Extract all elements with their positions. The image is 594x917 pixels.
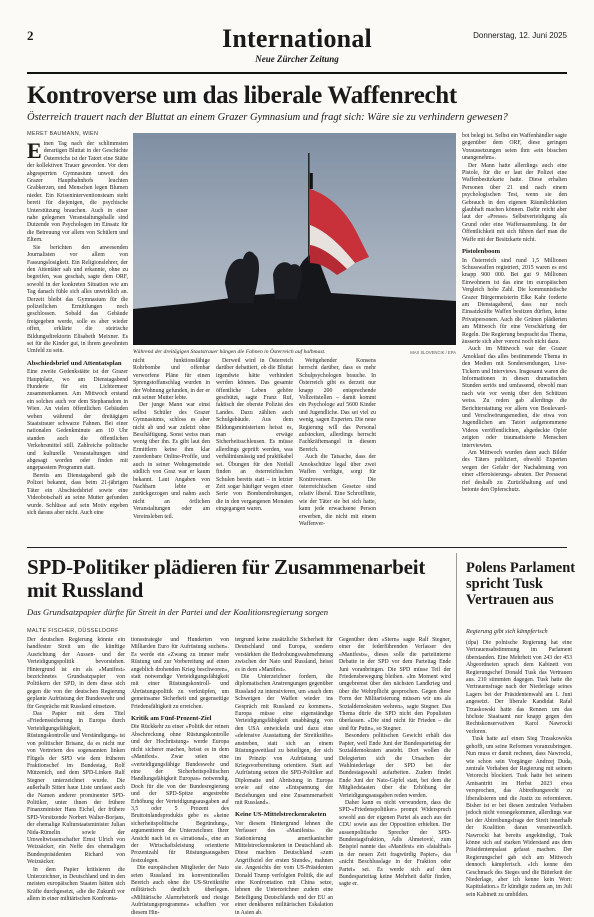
a2-col1-paragraph: Das Papier mit dem Titel «Friedenssicherung in Europa durch Verteidigungsfähigkeit, Rüstungskontrolle und Verständigung» ist von politischer Brisanz, da es nicht nur von Vertretern des sogenannten linken Flügels der SPD wie dem früheren Fraktionschef im Bundestag, Rolf Mützenich, und dem SPD-Linken Ralf Stegner unterzeichnet wurde. Die außerhalb Sitten haue Liste umfasst auch die Namen anderer prominenter SPD-Politiker, unter ihnen der frühere Finanzminister Hans Eichel, der frühere SPD-Vorsitzende Norbert Walter-Borjans, der ehemalige Kulturstaatsminister Julian Nida-Rümelin sowie der Umweltwissenschafter Ernst Ulrich von Weizsäcker, ein Neffe des ehemaligen Bundespräsidenten Richard von Weizsäcker. bbox=[27, 711, 125, 866]
col3-paragraph: Derweil wird in Österreich darüber debattiert, ob die Bluttat irgendwie hätte verhindert werden können. Das gesamte öffentliche Leben gehöre geschützt, sagte Franz Ruf, faktisch der oberste Polizist des Landes. Dazu zählten auch Schulgebäude. Aus dem Bildungsministerium heisst es, man erwäge Sicherheitsschleusen. Es müsse allerdings geprüft werden, was verhältnismässig und praktikabel sei. Übungen für den Notfall finden an österreichischen Schulen bereits statt – in letzter Zeit sogar häufiger wegen einer Serie von Bombendrohungen, die in den vergangenen Monaten eingegangen waren. bbox=[216, 358, 293, 513]
a2-col4-paragraph: Gegenüber dem «Stern» sagte Ralf Stegner, einer der federführenden Verfasser des «Manifests», dieses solle die parteiinterne Debatte in der SPD vor dem Parteitag Ende Juni voranbringen. Die SPD müsse Teil der Friedensbewegung bleiben. «Im Moment wird umgebremst über den nächsten Landkrieg und über die Wehrpflicht gesprochen. Gegen diese Form der Militarisierung müssen wir uns als Sozialdemokraten wehren», sagte Stegner. Das Thema dürfe die SPD nicht den Populisten überlassen. «Die sind nicht für Frieden – die sind für Putin», so Stegner. bbox=[339, 637, 451, 732]
a2-col1-paragraph: In dem Papier kritisieren die Unterzeichner, in Deutschland und in den meisten europäischen Staaten hätten sich Kräfte durchgesetzt, «die die Zukunft vor allem in einer militärischen Konfronta- bbox=[27, 866, 125, 903]
col4-paragraph: Auch die Tatsache, dass der Amokschütze legal über zwei Waffen verfügte, sorgt für Kontroversen. Die österreichischen Gesetze sind relativ liberal. Eine Schrotflinte, wie der Täter sie bei sich hatte, kann jede erwachsene Person erwerben, die nicht mit einem Waffenver- bbox=[299, 454, 376, 527]
col1-subheading: Abschiedsbrief und Attentatsplan bbox=[27, 359, 122, 367]
article2-byline: MALTE FISCHER, DÜSSELDORF bbox=[27, 628, 119, 634]
column-divider bbox=[456, 553, 457, 853]
article1-byline: MERET BAUMANN, WIEN bbox=[27, 131, 99, 137]
article1-col3 bbox=[216, 358, 293, 552]
a2-col3-paragraph: tergrund keine zusätzliche Sicherheit für Deutschland und Europa, sondern verstärkten die Bedrohungswahrnehmung zwischen der Nato und Russland, heisst es in dem «Manifest». bbox=[235, 637, 333, 673]
article1-col1 bbox=[27, 138, 128, 551]
col5-subheading: Pistolenboom bbox=[462, 248, 501, 256]
article2-subheadline: Das Grundsatzpapier dürfte für Streit in der Partei und der Koalitionsregierung sorgen bbox=[27, 607, 329, 617]
issue-date: Donnerstag, 12. Juni 2025 bbox=[473, 31, 567, 40]
article2-col1 bbox=[27, 637, 125, 903]
a2-col2-paragraph: Die europäischen Mitglieder der Nato seien Russland im konventionellen Bereich auch ohne die US-Streitkräfte militärisch deutlich überlegen. «Militärische Alarmrhetorik und riesige Aufrüstungsprogramme» schafften vor diesem Hin- bbox=[131, 865, 229, 916]
col5-paragraph: Am Mittwoch wurden dann auch Bilder des Täters publiziert, obwohl Experten wegen der Gefahr der Nachahmung von einer «Heroisierung» abraten. Der Presserat rief deshalb zu Zurückhaltung auf und betonte den Opferschutz. bbox=[462, 450, 567, 494]
article2-col3 bbox=[235, 637, 333, 916]
col2-paragraph: nicht funktionsfähige Rohrbombe und offenbar verworfene Pläne für einen Sprengstoffanschlag wurden in der Wohnung gefunden, in der er mit seiner Mutter lebte. bbox=[133, 358, 210, 402]
col5-paragraph: In Österreich sind rund 1,5 Millionen Schusswaffen registriert, 2015 waren es erst knapp 900 000. Bei gut 9 Millionen Einwohnern ist das eine im europäischen Vergleich hohe Zahl. Die kommunistische Grazer Bürgermeisterin Elke Kahr forderte am Dienstagabend, dass nur noch Einsatzkräfte Waffen besitzen dürften, keine Privatpersonen. Auch die Grünen plädierten am Mittwoch für eine Verschärfung der Regeln. Die Regierung bespracht das Thema, äusserte sich aber vorerst noch nicht dazu. bbox=[462, 257, 568, 345]
article2-headline: SPD-Politiker plädieren für Zusammenarbeit mit Russland bbox=[27, 555, 426, 602]
a2-col3-paragraph: Vor diesem Hintergrund lehnen die Verfasser des «Manifests» die Stationierung amerikanischer Mittelstreckenraketen in Deutschland ab. Diese machten Deutschland «zum Angriffsziel der ersten Stunde», mahnen sie. Angesichts der vom US-Präsidenten Donald Trump verfolgten Politik, die auf eine Konfrontation mit China setze, lehnen die Unterzeichner zudem eine Beteiligung Deutschlands und der EU an einer denkbaren militärischen Eskalation in Asien ab. bbox=[235, 820, 333, 916]
article3-subheadline: Regierung gibt sich kämpferisch bbox=[466, 628, 548, 635]
flag-photo-image bbox=[133, 133, 456, 345]
article-divider bbox=[27, 547, 567, 548]
a2-col3-paragraph: Die Unterzeichner fordern, die diplomatischen Anstrengungen gegenüber Russland zu intensivieren, um «nach dem Schweigen der Waffen wieder ins Gespräch mit Russland zu kommen». Europa müsse eine eigenständige Verteidigungsfähigkeit unabhängig von den USA entwickeln und dazu eine «defensive Ausstattung der Streitkräfte» anstreben, statt sich an einem Rüstungswettlauf zu beteiligen, der sich im Prinzip von Aufrüstung und Kriegsvorbereitung orientiere. Statt auf Aufrüstung setzen die SPD-Politiker auf Diplomatie und Abrüstung in Europa sowie auf eine «Entspannung der Beziehungen und eine Zusammenarbeit mit Russland». bbox=[235, 674, 333, 806]
a2-col2-paragraph: Die Rückkehr zu einer «Politik der reinen Abschreckung ohne Rüstungskontrolle und der Hochrüstung» werde Europa nicht sicherer machen, heisst es in dem «Manifest». Zwar seien eine «verteidigungsfähige Bundeswehr und eine der Sicherheitspolitischen Handlungsfähigkeit Europas» notwendig. Doch für die von der Bundesregierung und der SPD-Spitze angestrebte Erhöhung der Verteidigungsausgaben auf 3,5 oder 5 Prozent des Bruttoinlandsprodukts gebe es «keine sicherheitspolitische Begründung», argumentieren die Unterzeichner. Ihrer Ansicht nach ist es «irrational», eine an der Wirtschaftsleistung orientierte Prozentzahl für Rüstungsausgaben festzulegen. bbox=[131, 724, 229, 864]
a2-col3-subheading: Keine US-Mittelstreckenraketen bbox=[235, 811, 327, 819]
a3-byline: (dpa) bbox=[466, 640, 479, 646]
article1-col2 bbox=[133, 358, 210, 552]
col5-paragraph: Auch im Mittwoch war der Grazer Amoklauf das alles bestimmende Thema in den Medien mit Sondersendungen, Live-Tickern und Interviews. Insgesamt waren die Informationen in diesen dramatischen Stunden seriös und umfassend, obwohl man nach wie vor wenig über den Schützen weiss. Zu reden gab allerdings die Berichterstattung vor allem von Boulevard- und Verschwörungsmedien, die etwa von Jugendlichen am Tatort aufgenommene Videos veröffentlichten, abgedeckte Opfer zeigten oder traumatisierte Menschen interviewten. bbox=[462, 346, 567, 449]
photo-credit: MAX SLOVENCIK / EPA bbox=[410, 350, 456, 355]
col1-paragraph: Einen Tag nach der schlimmsten derartigen Bluttat in der Geschichte Österreichs ist der Tatort eine Stätte der kollektiven Trauer geworden. Vor dem abgesperrten Gymnasium unweit des Grazer Hauptbahnhofs leuchten Grabkerzen, und Menschen legen Blumen nieder. Ein Kriseninterventionsteam steht bereit für diejenigen, die psychische Unterstützung brauchen. Auch in einer nahe gelegenen Veranstaltungshalle sind Dutzende von Psychologen im Einsatz für die Betreuung vor allem von Schülern und Eltern. bbox=[27, 138, 128, 244]
col1-paragraph: Eine zweite Gedenkstätte ist der Grazer Hauptplatz, wo am Dienstagabend Hunderte für ein Lichtermeer zusammenkamen. Am Mittwoch erstand ein solches auch vor dem Stephansdom in Wien. An vielen öffentlichen Gebäuden wehen während der dreitägigen Staatstrauer schwarze Fahnen. Bei einer nationalen Gedenkminute am 10 Uhr standen auch die öffentlichen Verkehrsmittel still. Zahlreiche politische und kulturelle Veranstaltungen sind abgesagt worden oder finden mit angepasstem Programm statt. bbox=[27, 369, 128, 472]
col1-paragraph: Bereits am Dienstagabend gab die Polizei bekannt, dass beim 21-jährigen Täter ein Abschiedsbrief sowie eine Videobotschaft an seine Mutter gefunden wurde. Schlüsse auf sein Motiv ergeben sich daraus aber nicht. Auch eine bbox=[27, 472, 128, 516]
masthead bbox=[27, 24, 567, 74]
a3-paragraph: Tusk hatte auf einen Sieg Trzaskowskis gehofft, um seine Reformen voranzubringen. Nun muss er damit rechnen, dass Nawrocki, wie schon sein Vorgänger Andrzej Duda, zentrale Vorhaben der Regierung mit seinem Vetorecht blockiert. Tusk hatte bei seinem Amtsantritt im Herbst 2023 etwa versprochen, das Abtreibungsrecht zu liberalisieren und die Justiz zu reformieren. Bisher ist er bei diesen zentralen Vorhaben jedoch nicht vorangekommen, allerdings war bei der Abtreibungsfrage der Streit innerhalb der Koalition daran verantwortlich. Nawrocki hat bereits angekündigt, Tusk könne sich auf starken Widerstand aus dem Präsidentenpalast gefasst machen. Der Regierungschef gab sich am Mittwoch dennoch kämpferisch. «Ich kenne den Geschmack des Sieges und die Bitterkeit der Niederlage, aber ich kenne kein Wort: Kapitulation.» Er kündigte zudem an, im Juli sein Kabinett zu umbilden. bbox=[466, 736, 572, 898]
article1-subheadline: Österreich trauert nach der Bluttat an einem Grazer Gymnasium und fragt sich: Wäre sie zu verhindern gewesen? bbox=[27, 112, 508, 123]
col5-paragraph: Der Mann hatte allerdings auch eine Pistole, für die er laut der Polizei eine Waffenbesitzkarte hatte. Diese erhalten Personen über 21 und nach einem psychologischen Test, wenn sie den Gebrauch in den eigenen Räumlichkeiten glaubhaft machen können. Dafür reicht aber laut der «Presse» Selbstverteidigung als Grund oder eine Waffensammlung. In der Öffentlichkeit mit sich führen darf man die Waffe mit der Besitzkarte nicht. bbox=[462, 162, 567, 243]
article3-col bbox=[466, 640, 572, 898]
a2-col4-paragraph: Daher kann es nicht verwundern, dass die SPD-«Friedenspolitiker» prompt Widerspruch sowohl aus der eigenen Partei als auch aus der CDU sowie aus der Opposition erhielten. Der aussenpolitische Sprecher der SPD-Bundestagsfraktion, Adis Ahmetović, zum Beispiel nannte das «Manifest» ein «fatalthal» in der neuen Zeit fragwürdig Papier», das «nicht Beschlusslage in der Fraktion oder Partei» sei. Es werde sich auf dem Bundesparteitag keine Mehrheit dafür finden, sagte er. bbox=[339, 799, 451, 888]
article3-headline: Polens Parlament spricht Tusk Vertrauen aus bbox=[466, 560, 576, 608]
col5-paragraph: bot belegt ist. Selbst ein Waffenhändler sagte gegenüber dem ORF, diese geringen Voraussetzungen seien ihm «ein bisschen unangenehm». bbox=[462, 133, 567, 162]
a3-paragraph: (dpa) Die polnische Regierung hat eine Vertrauensabstimmung im Parlament überstanden. Eine Mehrheit von 243 der 453 Abgeordneten sprach dem Kabinett von Regierungschef Donald Tusk das Vertrauen aus. 210 stimmten dagegen. Tusk hatte die Vertrauensfrage nach der Niederlage seines Lagers bei der Präsidentenwahl am 1. Juni angesetzt. Der liberale Kandidat Rafał Trzaskowski hatte das Rennen um das höchste Staatsamt nur knapp gegen den Rechtskonservativen Karol Nawrocki verloren. bbox=[466, 640, 572, 735]
photo-caption: Während der dreitägigen Staatstrauer hängen die Fahnen in Österreich auf halbmast. bbox=[133, 349, 326, 355]
article2-col2 bbox=[131, 637, 229, 916]
col4-paragraph: Weitgehender Konsens herrscht darüber, dass es mehr Schulpsychologen brauche. In Österreich gibt es derzeit nur knapp 200 entsprechende Vollzeitstellen – damit kommt ein Psychologe auf 5600 Kinder und Jugendliche. Das sei viel zu wenig, sagen Experten. Die neue Regierung will das Personal aufstocken, allerdings herrscht Fachkräftemangel in diesem Bereich. bbox=[299, 358, 376, 453]
article1-headline: Kontroverse um das liberale Waffenrecht bbox=[27, 82, 457, 109]
article1-col5 bbox=[462, 133, 567, 552]
flag-photo bbox=[133, 133, 456, 345]
col1-paragraph: Sie berichten den anwesenden Journalisten vor allem von Fassungslosigkeit. Ein Religionslehrer, der den Attentäter sah und erkannte, ohne zu begreifen, was geschah, sagte dem ORF, sowohl in der konkreten Situation wie am Tag danach fühle sich alles unwirklich an. Derzeit bleibt das Gymnasium für die polizeilichen Ermittlungen noch geschlossen. Sobald das Gebäude freigegeben werde, solle es aber wieder offen, erklärte die steirische Bildungsdirektorin Elisabeth Meixner. Es sei für die Kinder gut, in ihrem gewohnten Umfeld zu sein. bbox=[27, 244, 128, 355]
article2-col4 bbox=[339, 637, 451, 888]
page-number: 2 bbox=[27, 28, 34, 43]
a2-col2-paragraph: tionsstrategie und Hunderten von Milliarden Euro für Aufrüstung suchen». Es werde ein «Zwang zu immer mehr Rüstung und zur Vorbereitung auf einen angeblich drohenden Krieg beschworen», statt notwendige Verteidigungsfähigkeit mit einer Rüstungskontroll- und Abrüstungspolitik zu verknüpfen, um gemeinsame Sicherheit und gegenseitige Friedensfähigkeit zu erreichen. bbox=[131, 637, 229, 710]
section-title: International bbox=[222, 24, 372, 53]
a2-col1-paragraph: Der deutschen Regierung könnte ein handfester Streit um die künftige Ausrichtung der Aussen- und der Verteidigungspolitik bevorstehen. Hintergrund ist ein als «Manifest» bezeichnetes Grundsatzpapier von Politikern der SPD, in dem diese sich gegen die von der deutschen Regierung geplante Aufrüstung der Bundeswehr und für Gespräche mit Russland einsetzen. bbox=[27, 637, 125, 710]
col2-paragraph: Der junge Mann war einst selbst Schüler des Grazer Gymnasiums, schloss es aber nicht ab und war zuletzt ohne Beschäftigung. Sonst weiss man wenig über ihn. Es gibt laut den Ermittlern keine ihm klar zuordenbare Online-Profile, und auch in seiner Wohngemeinde südlich von Graz war er kaum bekannt. Laut Angaben von Nachbarn lebte er zurückgezogen und nahm auch nicht an örtlichen Veranstaltungen oder am Vereinsleben teil. bbox=[133, 402, 210, 520]
article1-col4 bbox=[299, 358, 376, 552]
a2-col4-paragraph: Besonders politischen Gewicht erhält das Papier, weil Ende Juni der Bundesparteitag der Sozialdemokraten ansteht. Dort wollen die Delegierten sich die Ursachen der Wahlniederlage der SPD bei der Bundestagswahl aufarbeiten. Zudem findet Ende Juni der Nato-Gipfel statt, bei dem die Mitgliedstaaten über die Erhöhung der Verteidigungsausgaben reden werden. bbox=[339, 733, 451, 799]
a2-col2-subheading: Kritik am Fünf-Prozent-Ziel bbox=[131, 715, 212, 723]
paper-name: Neue Zürcher Zeitung bbox=[255, 54, 339, 64]
drop-cap: E bbox=[27, 138, 42, 163]
